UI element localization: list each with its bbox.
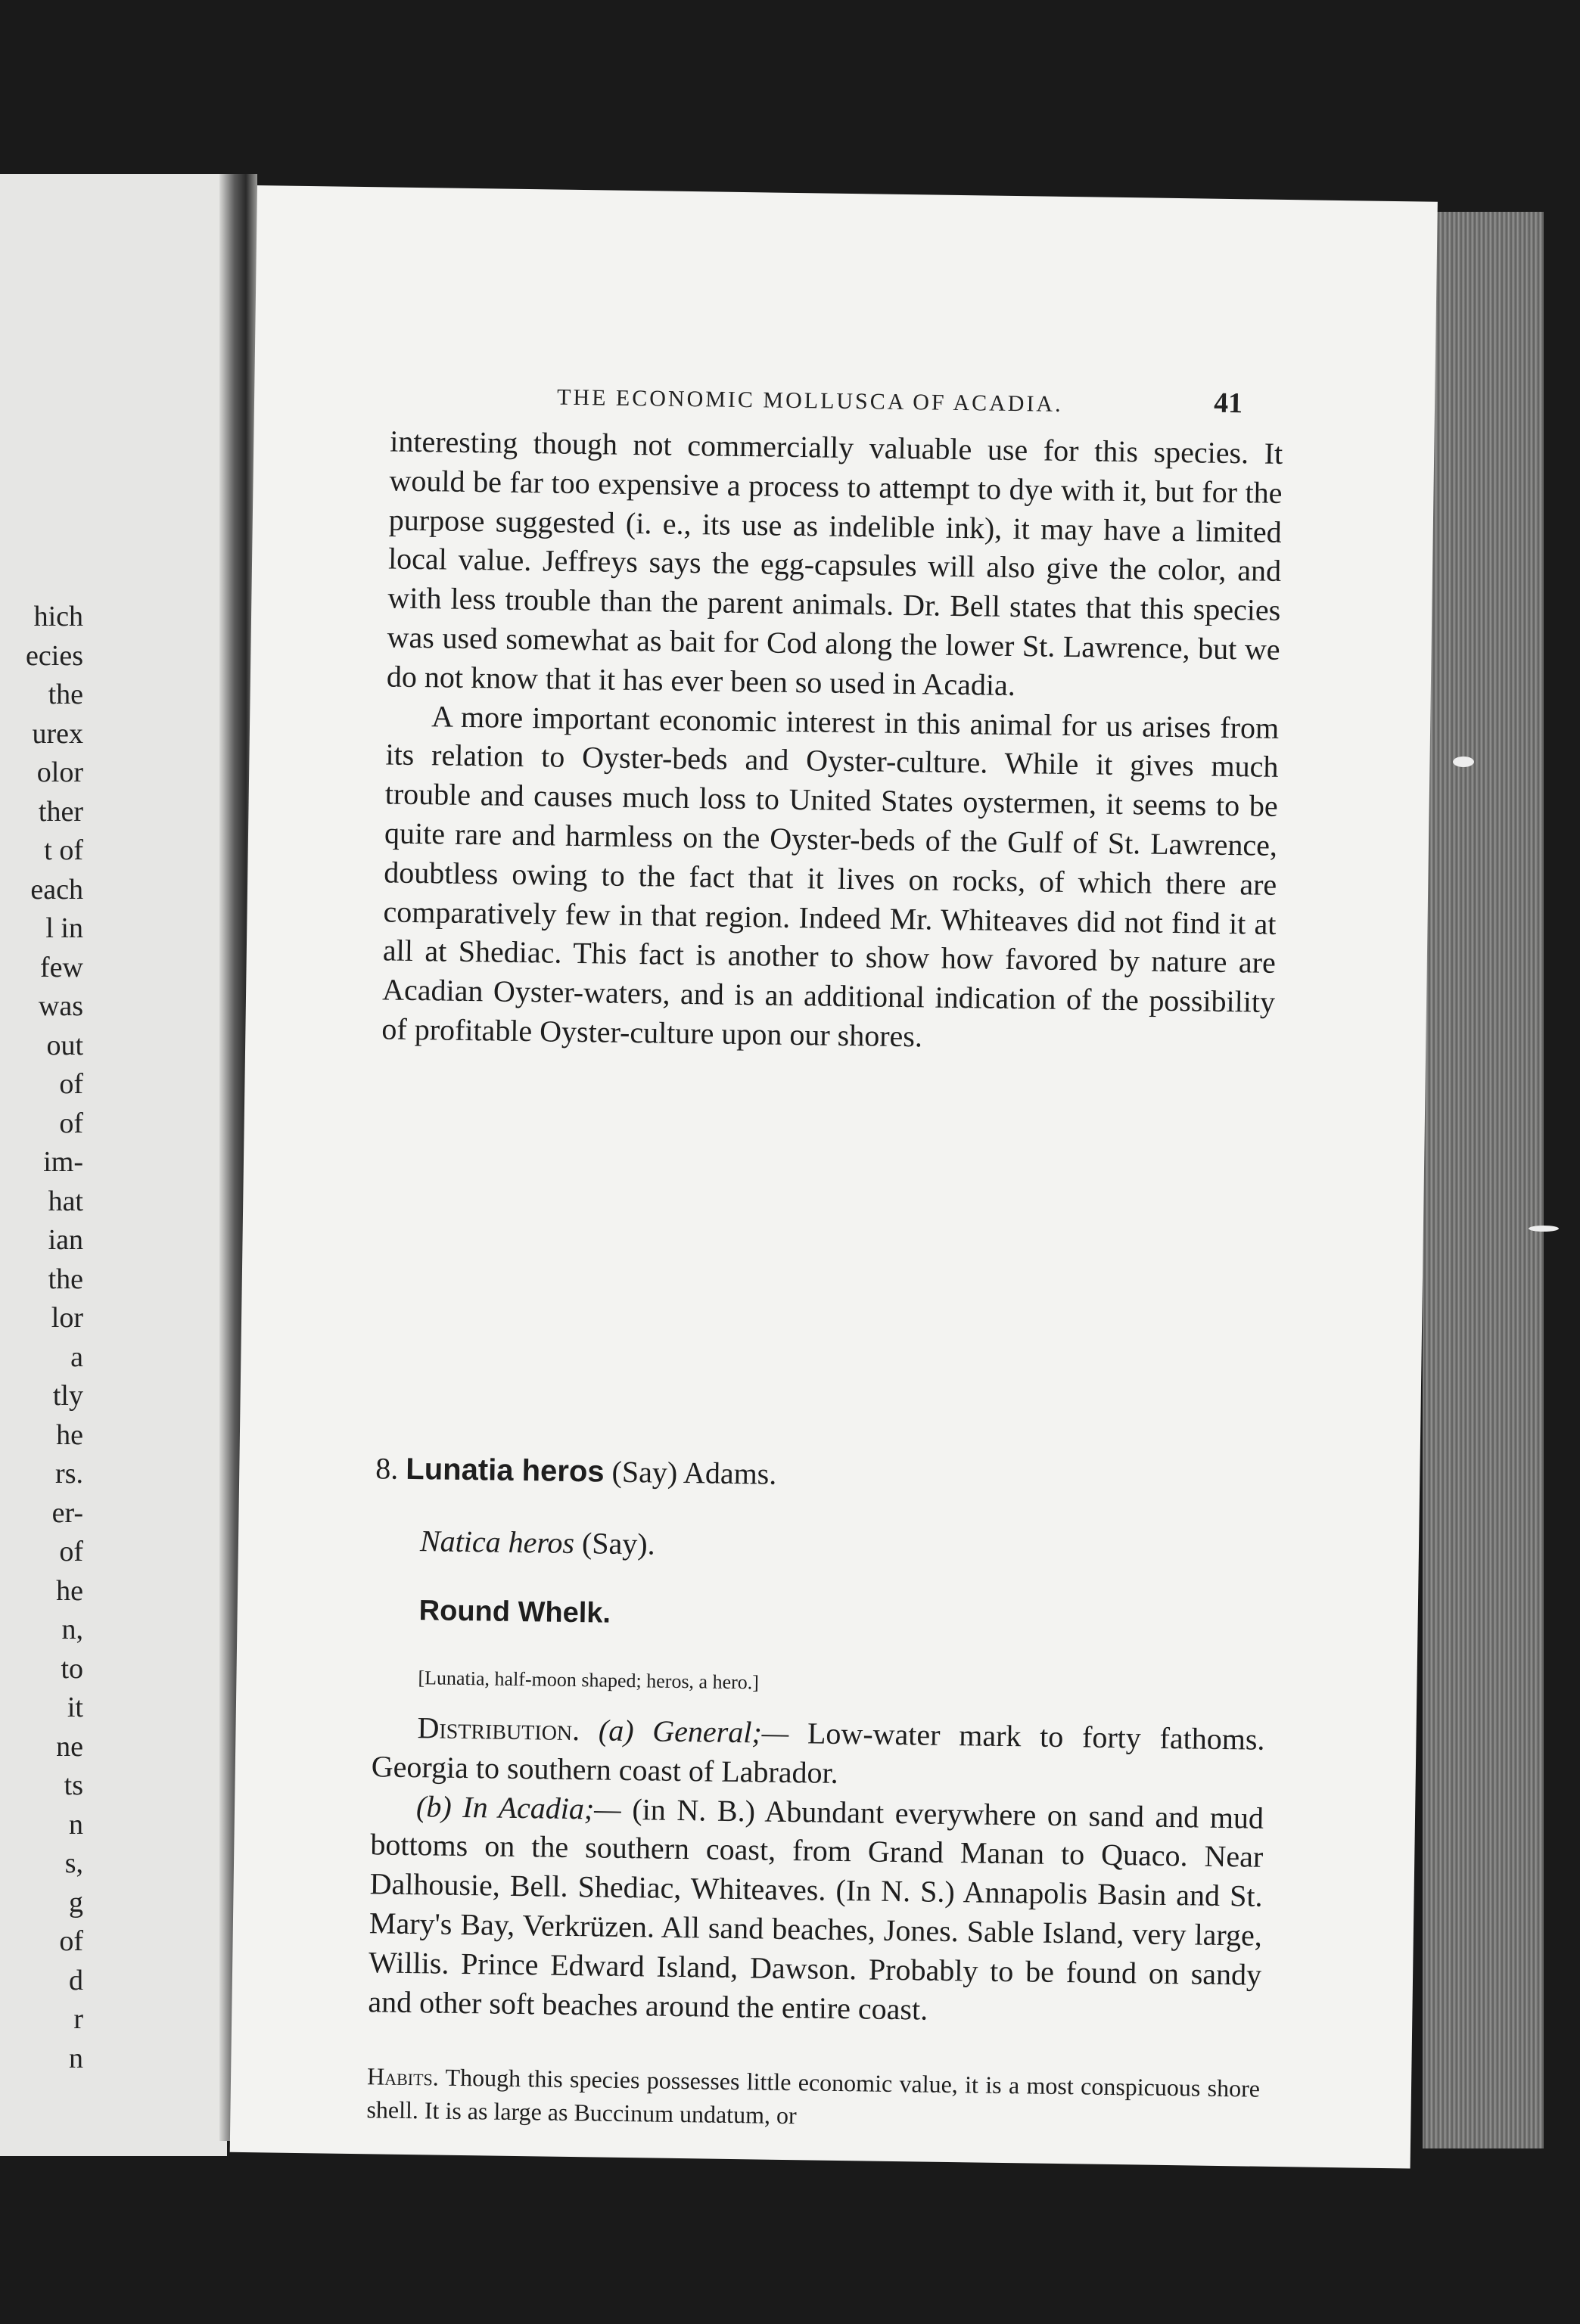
left-page-fragment: was: [38, 990, 83, 1022]
right-page: [230, 185, 1438, 2169]
left-page-fragment: urex: [32, 717, 83, 750]
species-authority: (Say) Adams.: [611, 1454, 777, 1491]
distribution-acadia-label: (b) In Acadia;—: [415, 1788, 622, 1826]
left-page-fragment: d: [69, 1964, 83, 1996]
synonym-authority: (Say).: [581, 1526, 655, 1561]
species-heading: [375, 1450, 777, 1491]
left-page-fragment: l in: [45, 912, 83, 944]
left-page-fragment: of: [59, 1925, 83, 1957]
left-page-fragment: ian: [48, 1224, 83, 1256]
left-page-fragment: hich: [33, 601, 83, 632]
left-page-fragment: r: [73, 2003, 83, 2035]
distribution-label: Distribution.: [417, 1710, 580, 1748]
distribution-general-label: (a) General;—: [598, 1713, 789, 1751]
distribution-section: [368, 1707, 1265, 2034]
left-page-fragment: rs.: [55, 1458, 83, 1490]
distribution-acadia-text: (in N. B.) Abundant everywhere on sand and mud bottoms on the southern coast, from Grand Manan to Quaco. Near Dalhousie, Bell. Shediac, Whiteaves. (In N. S.) Annapolis Basin and St. Mary's Bay, Verkrüzen. All sand beaches, Jones. Sable Island, very large, Willis. Prince Edward Island, Dawson. Probably to be found on sandy and other soft beaches around the entire coast.: [368, 1791, 1264, 2027]
left-page-fragment: out: [46, 1029, 83, 1061]
left-page-fragment: each: [30, 873, 83, 906]
left-page-fragment: lor: [51, 1302, 83, 1334]
left-page-fragment: it: [67, 1692, 83, 1723]
left-page-fragment: t of: [44, 834, 83, 866]
left-page-fragment: the: [48, 1263, 83, 1295]
etymology: [Lunatia, half-moon shaped; heros, a hero.]: [418, 1667, 760, 1694]
species-number: 8.: [375, 1451, 399, 1486]
species-synonym: [420, 1523, 655, 1561]
paragraph-2: A more important economic interest in this animal for us arises from its relation to Oyster-beds and Oyster-culture. While it gives much trouble and causes much loss to United States oystermen, it seems to be quite rare and harmless on the Oyster-beds of the Gulf of St. Lawrence, doubtless owing to the fact that it lives on rocks, of which there are comparatively few in that region. Indeed Mr. Whiteaves did not find it at all at Shediac. This fact is another to show how favored by nature are Acadian Oyster-waters, and is an additional indication of the possibility of profitable Oyster-culture upon our shores.: [381, 698, 1280, 1054]
distribution-general-text: Low-water mark to forty fathoms. Georgia to southern coast of Labrador.: [371, 1716, 1265, 1790]
left-page: [0, 174, 227, 2156]
left-page-fragment: a: [70, 1341, 83, 1373]
common-name: Round Whelk.: [418, 1595, 611, 1630]
left-page-fragment: s,: [64, 1847, 83, 1879]
left-page-fragment: n: [69, 1808, 83, 1841]
left-page-fragment: few: [40, 951, 83, 983]
page-number: 41: [1213, 387, 1243, 420]
left-page-fragment: ne: [56, 1730, 83, 1763]
distribution-acadia: [368, 1786, 1264, 2034]
left-page-fragment: n,: [61, 1614, 83, 1645]
left-page-fragment: to: [61, 1652, 83, 1685]
left-page-fragment: n: [69, 2042, 83, 2074]
left-page-fragment: he: [56, 1574, 83, 1607]
left-page-fragment: of: [59, 1536, 83, 1567]
habits-label: Habits.: [366, 2062, 440, 2091]
left-page-text-fragments: [0, 598, 83, 2078]
left-page-fragment: g: [69, 1886, 83, 1919]
left-page-fragment: the: [48, 679, 83, 710]
left-page-fragment: ecies: [26, 639, 83, 672]
body-text: [381, 421, 1283, 1061]
left-page-fragment: olor: [36, 757, 83, 788]
left-page-fragment: he: [56, 1418, 83, 1451]
synonym-name: Natica heros: [419, 1524, 575, 1561]
left-page-fragment: tly: [52, 1380, 83, 1412]
left-page-fragment: im-: [43, 1146, 83, 1178]
left-page-fragment: of: [59, 1068, 83, 1100]
habits-section: [366, 2059, 1260, 2138]
left-page-fragment: hat: [48, 1185, 83, 1217]
left-page-fragment: of: [59, 1107, 83, 1139]
running-head: THE ECONOMIC MOLLUSCA OF ACADIA.: [556, 384, 1063, 417]
distribution-general: [371, 1707, 1264, 1798]
left-page-fragment: ts: [64, 1769, 83, 1801]
left-page-fragment: er-: [51, 1496, 83, 1529]
species-name: Lunatia heros: [406, 1452, 605, 1489]
dust-speck: [1529, 1226, 1559, 1232]
dust-speck: [1453, 757, 1474, 767]
page-edges: [1423, 212, 1544, 2148]
left-page-fragment: ther: [38, 795, 83, 828]
habits-text: Though this species possesses little economic value, it is a most conspicuous shore shell. It is as large as Buccinum undatum, or: [366, 2063, 1261, 2130]
paragraph-1: interesting though not commercially valuable use for this species. It would be far too expensive a process to attempt to dye with it, but for the purpose suggested (i. e., its use as indelible ink), it may have a limited local value. Jeffreys says the egg-capsules will also give the color, and with less trouble than the parent animals. Dr. Bell states that this species was used somewhat as bait for Cod along the lower St. Lawrence, but we do not know that it has ever been so used in Acadia.: [386, 424, 1283, 702]
